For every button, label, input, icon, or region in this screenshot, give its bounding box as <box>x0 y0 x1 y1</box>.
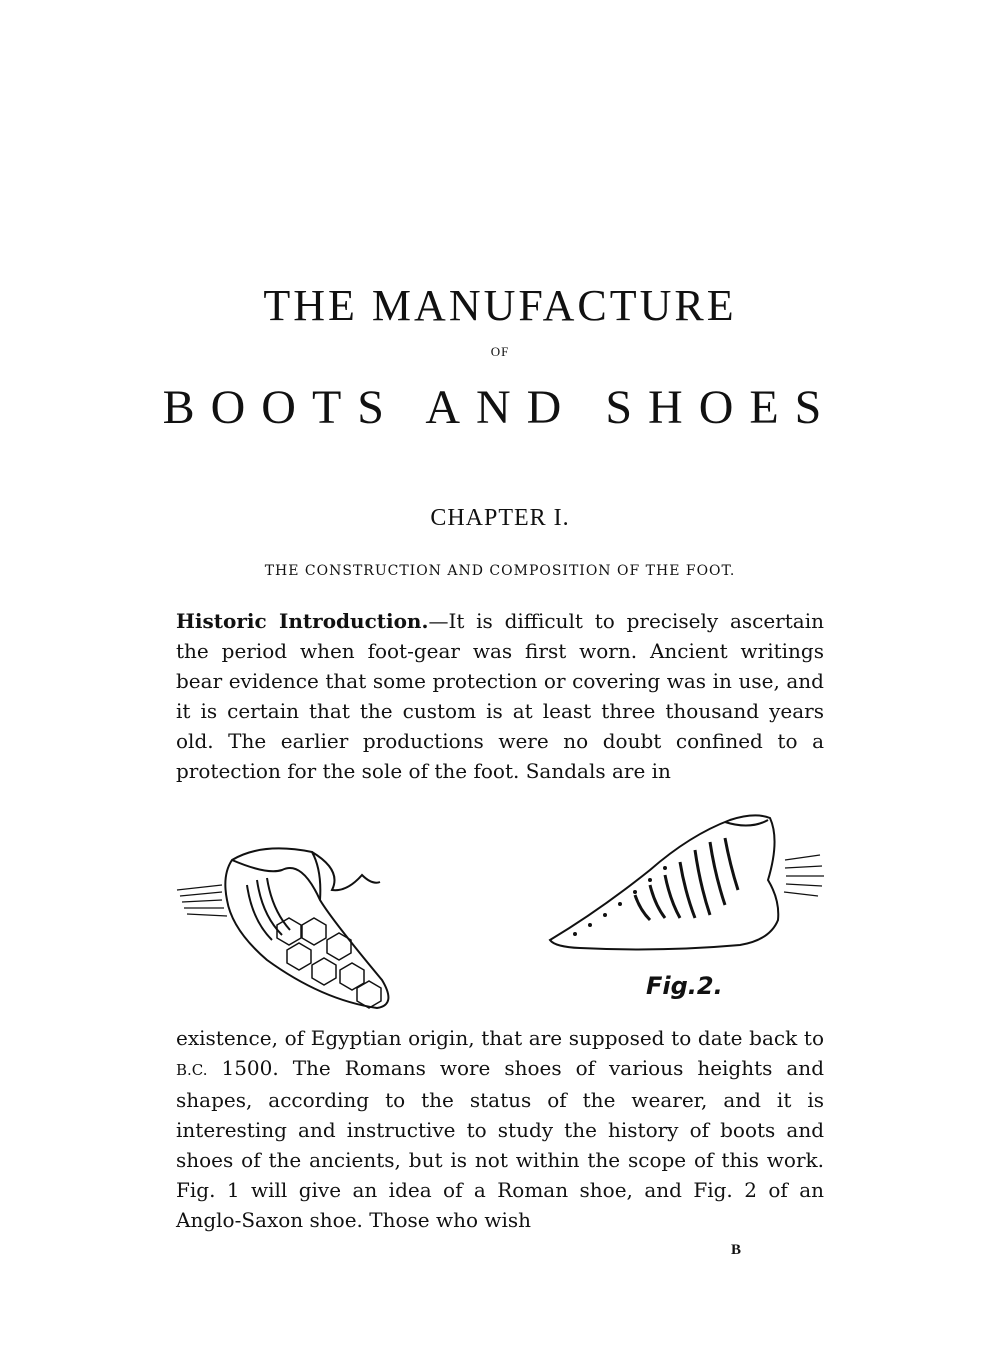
book-title-of: OF <box>490 344 510 359</box>
figure-2-label: Fig.2. <box>646 972 723 1000</box>
paragraph-lead: Historic Introduction. <box>176 609 429 633</box>
anglo-saxon-shoe-illustration <box>540 800 830 965</box>
paragraph-historic-introduction <box>176 606 824 786</box>
chapter-heading: CHAPTER I. <box>430 505 570 531</box>
signature-mark: B <box>731 1242 742 1258</box>
roman-shoe-illustration <box>172 830 434 1020</box>
paragraph-text-b: 1500. The Romans wore shoes of various heights and shapes, according to the status of the wearer, and it is interesting and instructive to study the history of boots and shoes of the ancients, but is not within the scope of this work. Fig. 1 will give an idea of a Roman shoe, and Fig. 2 of an Anglo-Saxon shoe. Those who wish <box>176 1056 824 1232</box>
chapter-subtitle: THE CONSTRUCTION AND COMPOSITION OF THE FOOT. <box>264 563 736 579</box>
paragraph-text: —It is difficult to precisely ascertain the period when foot-gear was first worn. Ancient writings bear evidence that some protection or covering was in use, and it is certain that the custom is at least three thousand years old. The earlier productions were no doubt confined to a protection for the sole of the foot. Sandals are in <box>176 609 824 783</box>
book-title-line1: THE MANUFACTURE <box>263 281 737 330</box>
paragraph-text-a: existence, of Egyptian origin, that are supposed to date back to <box>176 1026 824 1050</box>
paragraph-continued <box>176 1023 824 1235</box>
era-abbreviation: B.C. <box>176 1061 208 1079</box>
book-title-line2: BOOTS AND SHOES <box>162 381 838 434</box>
